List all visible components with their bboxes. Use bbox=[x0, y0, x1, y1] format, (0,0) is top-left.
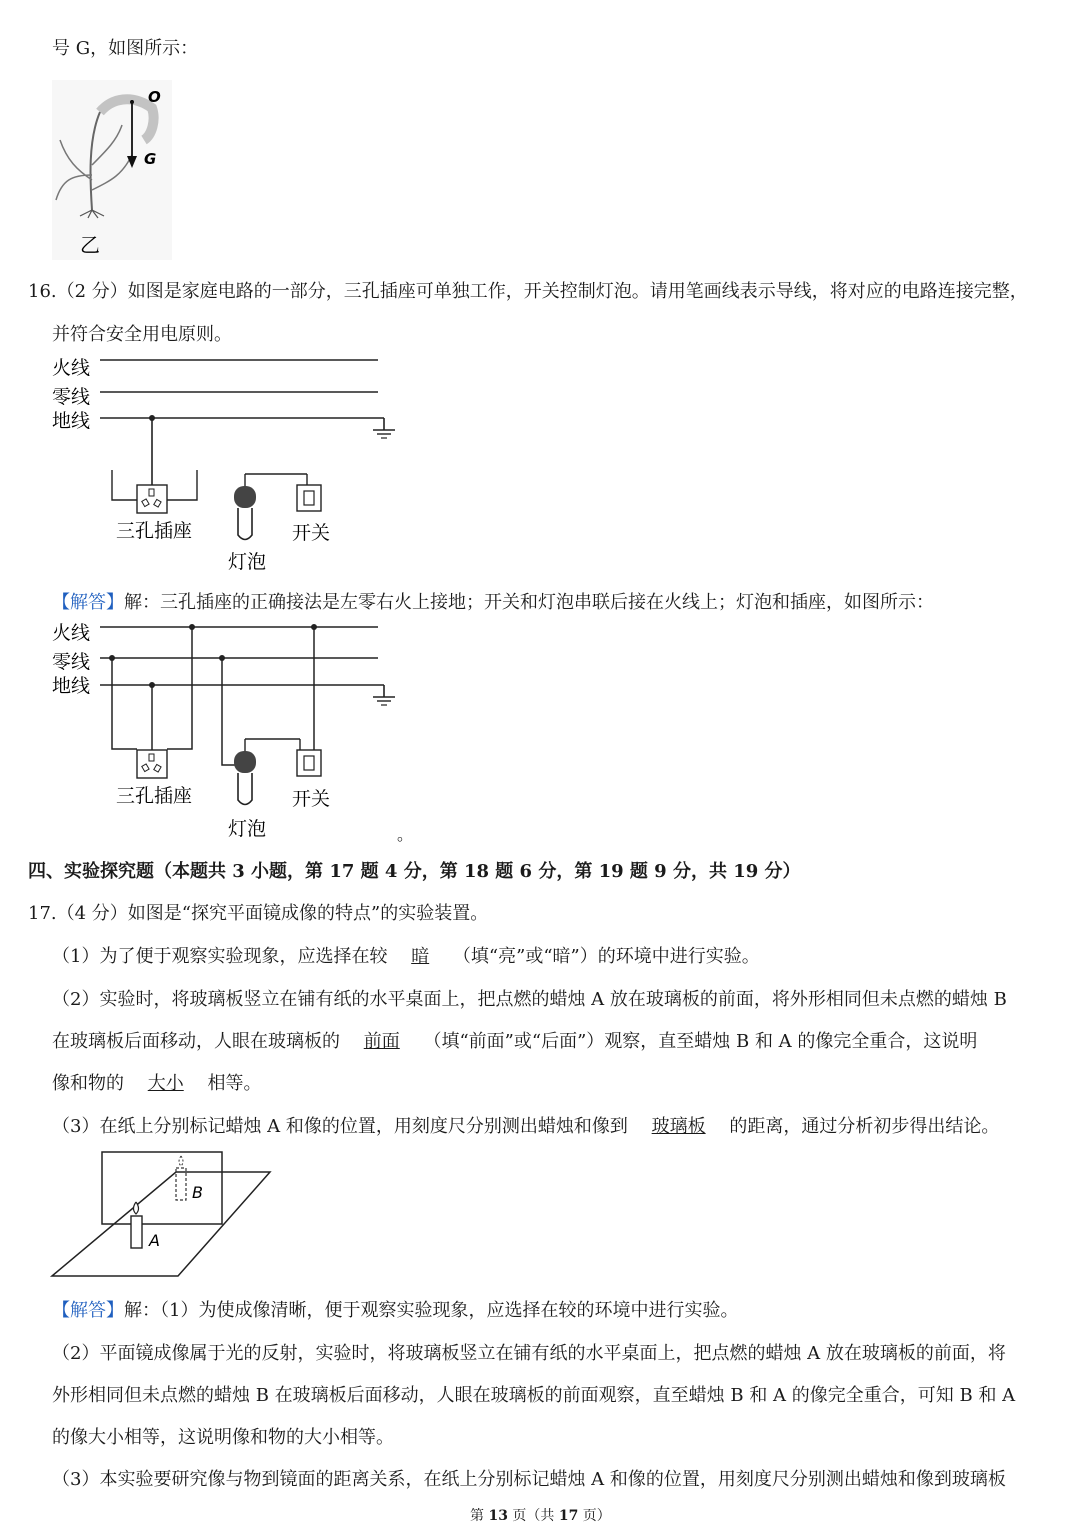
answer-tag: 【解答】 bbox=[52, 1300, 124, 1321]
label-live: 火线 bbox=[52, 622, 91, 644]
label-g: G bbox=[144, 150, 157, 168]
question-17-part-3: （3）在纸上分别标记蜡烛 A 和像的位置，用刻度尺分别测出蜡烛和像到 玻璃板 的距离，通过分析初步得出结论。 bbox=[52, 1116, 1000, 1137]
label-socket: 三孔插座 bbox=[116, 520, 193, 542]
label-b: B bbox=[192, 1183, 203, 1202]
label-bulb: 灯泡 bbox=[228, 551, 267, 573]
mirror-experiment-figure bbox=[50, 1150, 280, 1280]
text-line: 号 G，如图所示： bbox=[52, 38, 199, 59]
answer-16 bbox=[52, 588, 934, 614]
page-total: 17 bbox=[558, 1508, 579, 1524]
period-mark: 。 bbox=[397, 825, 414, 844]
answer-17-part-2-line-1: （2）平面镜成像属于光的反射，实验时，将玻璃板竖立在铺有纸的水平桌面上，把点燃的蜡烛 A 放在玻璃板的前面，将 bbox=[52, 1343, 1006, 1364]
answer-blank: 前面 bbox=[363, 1031, 400, 1052]
question-17-part-2-line-3: 像和物的 大小 相等。 bbox=[52, 1073, 262, 1094]
question-16-line-2: 并符合安全用电原则。 bbox=[52, 324, 232, 345]
plant-figure bbox=[52, 80, 182, 260]
answer-17-part-2-line-2: 外形相同但未点燃的蜡烛 B 在玻璃板后面移动，人眼在玻璃板的前面观察，直至蜡烛 B 和 A 的像完全重合，可知 B 和 A bbox=[52, 1385, 1016, 1406]
answer-text: 解：三孔插座的正确接法是左零右火上接地；开关和灯泡串联后接在火线上；灯泡和插座，如图所示： bbox=[124, 592, 934, 613]
label-earth: 地线 bbox=[52, 410, 91, 432]
question-17-part-1: （1）为了便于观察实验现象，应选择在较 暗 （填“亮”或“暗”）的环境中进行实验。 bbox=[52, 946, 760, 967]
label-live: 火线 bbox=[52, 357, 91, 379]
label-switch: 开关 bbox=[292, 522, 331, 544]
answer-17-part-3-line-1: （3）本实验要研究像与物到镜面的距离关系，在纸上分别标记蜡烛 A 和像的位置，用刻度尺分别测出蜡烛和像到玻璃板 bbox=[52, 1469, 1006, 1490]
page-footer: 第 13 页（共 17 页） bbox=[470, 1508, 611, 1524]
answer-blank: 暗 bbox=[411, 946, 430, 967]
answer-tag: 【解答】 bbox=[52, 592, 124, 613]
answer-blank: 玻璃板 bbox=[651, 1116, 706, 1137]
figure-caption: 乙 bbox=[80, 233, 100, 257]
page-number: 13 bbox=[488, 1508, 508, 1524]
answer-blank: 大小 bbox=[147, 1073, 184, 1094]
label-neutral: 零线 bbox=[52, 651, 91, 673]
circuit-diagram-answer bbox=[52, 615, 412, 845]
label-o: O bbox=[148, 88, 161, 106]
question-16-line-1: 16.（2 分）如图是家庭电路的一部分，三孔插座可单独工作，开关控制灯泡。请用笔画线表示导线，将对应的电路连接完整， bbox=[28, 281, 1028, 302]
label-a: A bbox=[149, 1231, 160, 1250]
label-socket: 三孔插座 bbox=[116, 785, 193, 807]
circuit-diagram-question bbox=[52, 350, 412, 580]
question-17-part-2-line-1: （2）实验时，将玻璃板竖立在铺有纸的水平桌面上，把点燃的蜡烛 A 放在玻璃板的前面，将外形相同但未点燃的蜡烛 B bbox=[52, 989, 1007, 1010]
question-17-part-2-line-2: 在玻璃板后面移动，人眼在玻璃板的 前面 （填“前面”或“后面”）观察，直至蜡烛 B 和 A 的像完全重合，这说明 bbox=[52, 1031, 978, 1052]
label-neutral: 零线 bbox=[52, 386, 91, 408]
question-17-stem: 17.（4 分）如图是“探究平面镜成像的特点”的实验装置。 bbox=[28, 903, 489, 924]
label-switch: 开关 bbox=[292, 788, 331, 810]
answer-17-part-1: 【解答】解：（1）为使成像清晰，便于观察实验现象，应选择在较的环境中进行实验。 bbox=[52, 1300, 739, 1321]
label-bulb: 灯泡 bbox=[228, 818, 267, 840]
answer-17-part-2-line-3: 的像大小相等，这说明像和物的大小相等。 bbox=[52, 1427, 394, 1448]
label-earth: 地线 bbox=[52, 675, 91, 697]
section-title: 四、实验探究题（本题共 3 小题，第 17 题 4 分，第 18 题 6 分，第 19 题 9 分，共 19 分） bbox=[28, 861, 801, 882]
